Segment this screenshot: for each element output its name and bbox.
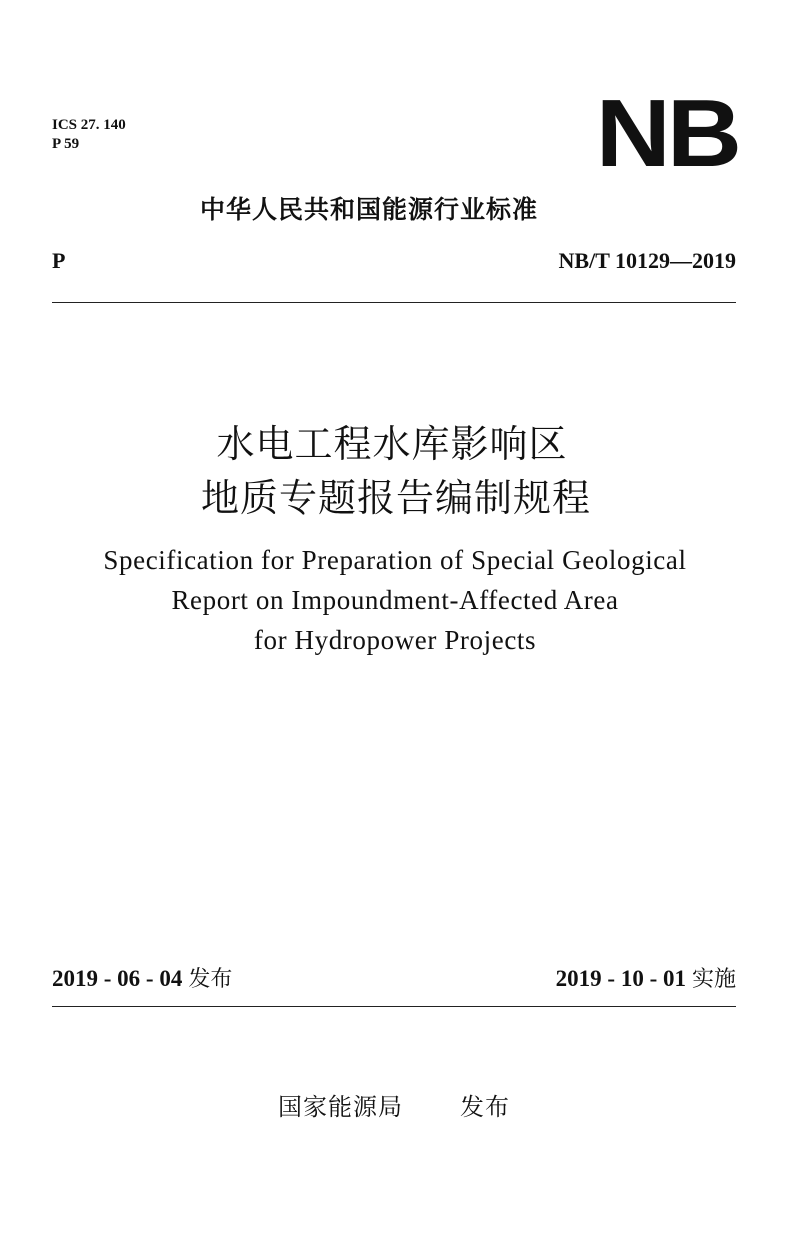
issue-date-block <box>52 964 232 995</box>
issuer-title: 中华人民共和国能源行业标准 <box>200 195 539 224</box>
publisher-name: 国家能源局 <box>278 1093 403 1121</box>
classification-codes <box>52 116 126 154</box>
english-title-line-2: Report on Impoundment-Affected Area <box>171 585 619 615</box>
english-title-line-1: Specification for Preparation of Special Geological <box>103 545 687 575</box>
ccs-code: P 59 <box>52 136 80 152</box>
issue-label: 发布 <box>188 967 233 992</box>
issue-date: 2019 - 06 - 04 <box>52 966 183 991</box>
chinese-title-line-1: 水电工程水库影响区 <box>216 422 568 466</box>
ics-code: ICS 27. 140 <box>52 117 126 133</box>
english-title-line-3: for Hydropower Projects <box>253 625 537 655</box>
implementation-label: 实施 <box>691 967 736 992</box>
nb-logo: NB <box>595 80 738 188</box>
standard-category-letter: P <box>52 248 66 273</box>
top-divider <box>52 302 736 303</box>
bottom-divider <box>52 1006 736 1007</box>
publisher-verb: 发布 <box>460 1093 510 1121</box>
chinese-title-line-2: 地质专题报告编制规程 <box>200 476 591 520</box>
standard-number: NB/T 10129—2019 <box>558 248 736 273</box>
implementation-date: 2019 - 10 - 01 <box>555 966 686 991</box>
implementation-date-block <box>556 964 736 995</box>
